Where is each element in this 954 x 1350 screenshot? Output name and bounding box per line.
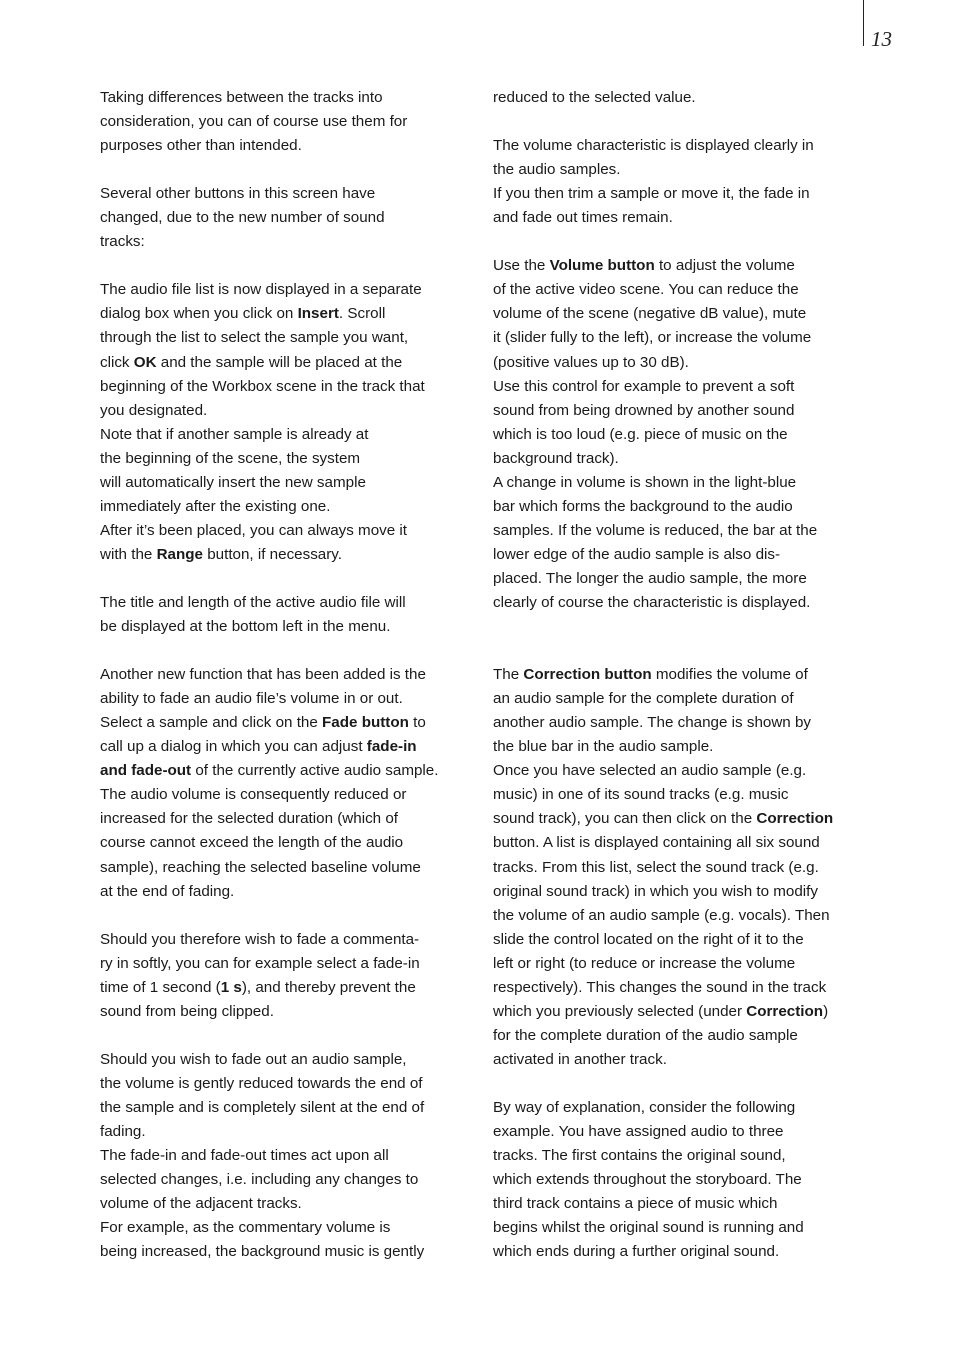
text-line xyxy=(493,856,873,880)
text-line xyxy=(100,182,480,206)
paragraph-break xyxy=(100,567,480,591)
text-run: the blue bar in the audio sample. xyxy=(493,738,714,756)
text-run: A change in volume is shown in the light-blue xyxy=(493,473,797,491)
text-run: (positive values up to 30 dB). xyxy=(493,353,689,371)
text-line xyxy=(100,759,480,783)
text-line xyxy=(100,976,480,1000)
text-line xyxy=(493,182,873,206)
text-line xyxy=(100,663,480,687)
text-run: tracks: xyxy=(100,233,145,251)
text-run: Use this control for example to prevent a soft xyxy=(493,377,795,395)
text-line xyxy=(100,1216,480,1240)
text-line xyxy=(493,1144,873,1168)
text-line xyxy=(493,567,873,591)
text-run: Note that if another sample is already at xyxy=(100,425,369,443)
bold-term: Correction xyxy=(756,810,834,828)
text-line xyxy=(100,423,480,447)
text-line xyxy=(493,302,873,326)
text-line xyxy=(493,86,873,110)
text-line xyxy=(493,783,873,807)
text-run: Should you therefore wish to fade a commenta- xyxy=(100,930,420,948)
bold-term: 1 s xyxy=(220,978,242,996)
text-line xyxy=(100,1240,480,1264)
text-line xyxy=(493,495,873,519)
text-line xyxy=(493,447,873,471)
text-line xyxy=(493,351,873,375)
bold-term: Volume button xyxy=(549,257,655,275)
text-run: consideration, you can of course use them for xyxy=(100,113,408,131)
text-line xyxy=(493,928,873,952)
paragraph-break xyxy=(100,254,480,278)
text-line xyxy=(100,134,480,158)
paragraph-break xyxy=(493,639,873,663)
text-run: Select a sample and click on the xyxy=(100,714,323,732)
text-line xyxy=(100,110,480,134)
text-run: which ends during a further original sound. xyxy=(493,1243,780,1261)
text-run: modifies the volume of xyxy=(651,666,808,684)
text-run: begins whilst the original sound is running and xyxy=(493,1219,804,1237)
text-run: beginning of the Workbox scene in the track that xyxy=(100,377,425,395)
header-rule xyxy=(863,0,864,46)
text-run: through the list to select the sample you want, xyxy=(100,329,409,347)
text-run: which extends throughout the storyboard. The xyxy=(493,1171,802,1189)
text-run: to adjust the volume xyxy=(654,257,795,275)
text-line xyxy=(493,519,873,543)
text-run: purposes other than intended. xyxy=(100,137,302,155)
text-line xyxy=(493,831,873,855)
text-line xyxy=(100,1048,480,1072)
text-run: reduced to the selected value. xyxy=(493,89,696,106)
paragraph-break xyxy=(100,158,480,182)
text-run: After it’s been placed, you can always move it xyxy=(100,521,408,539)
text-run: changed, due to the new number of sound xyxy=(100,209,385,227)
text-run: the beginning of the scene, the system xyxy=(100,449,361,467)
text-run: the volume of an audio sample (e.g. vocals). Then xyxy=(493,906,830,924)
text-run: dialog box when you click on xyxy=(100,305,298,323)
text-run: ), and thereby prevent the xyxy=(241,978,416,996)
text-run: time of 1 second ( xyxy=(100,978,221,996)
text-run: of the currently active audio sample. xyxy=(191,762,439,780)
text-line xyxy=(100,880,480,904)
text-line xyxy=(100,326,480,350)
text-run: sample), reaching the selected baseline volume xyxy=(100,858,421,876)
text-run: background track). xyxy=(493,449,619,467)
text-line xyxy=(493,880,873,904)
text-line xyxy=(100,86,480,110)
text-line xyxy=(493,663,873,687)
text-run: course cannot exceed the length of the audio xyxy=(100,834,404,852)
text-run: ) xyxy=(823,1002,829,1020)
text-run: immediately after the existing one. xyxy=(100,497,331,515)
right-text-column xyxy=(493,86,873,1264)
text-line xyxy=(100,543,480,567)
text-run: and fade out times remain. xyxy=(493,209,673,227)
bold-term: Fade button xyxy=(322,714,409,732)
text-line xyxy=(100,495,480,519)
text-run: The xyxy=(493,666,524,684)
text-line xyxy=(100,302,480,326)
text-line xyxy=(100,952,480,976)
text-line xyxy=(493,278,873,302)
text-run: The volume characteristic is displayed clearly in xyxy=(493,137,814,155)
text-run: Use the xyxy=(493,257,550,275)
text-run: . Scroll xyxy=(338,305,386,323)
text-line xyxy=(493,976,873,1000)
text-run: volume of the adjacent tracks. xyxy=(100,1195,302,1213)
text-line xyxy=(100,856,480,880)
text-run: respectively). This changes the sound in the track xyxy=(493,978,827,996)
bold-term: fade-in xyxy=(366,738,417,756)
text-line xyxy=(100,1144,480,1168)
text-run: slide the control located on the right of it to the xyxy=(493,930,804,948)
text-line xyxy=(493,326,873,350)
text-run: Should you wish to fade out an audio sample, xyxy=(100,1050,407,1068)
text-run: an audio sample for the complete duration of xyxy=(493,690,794,708)
text-run: button, if necessary. xyxy=(202,545,342,563)
text-line xyxy=(100,807,480,831)
paragraph-break xyxy=(100,1024,480,1048)
text-run: The audio volume is consequently reduced or xyxy=(100,786,407,804)
text-line xyxy=(493,543,873,567)
text-run: Several other buttons in this screen have xyxy=(100,185,376,203)
text-line xyxy=(493,807,873,831)
text-line xyxy=(493,952,873,976)
text-run: Another new function that has been added is the xyxy=(100,666,426,684)
text-line xyxy=(493,687,873,711)
paragraph-break xyxy=(100,904,480,928)
bold-term: Correction xyxy=(746,1002,824,1020)
text-line xyxy=(100,399,480,423)
text-run: the audio samples. xyxy=(493,161,621,179)
bold-term: Correction button xyxy=(523,666,652,684)
text-line xyxy=(100,230,480,254)
text-run: to xyxy=(408,714,426,732)
text-run: music) in one of its sound tracks (e.g. music xyxy=(493,786,789,804)
text-line xyxy=(100,1120,480,1144)
text-line xyxy=(100,831,480,855)
left-text-column xyxy=(100,86,480,1264)
text-line xyxy=(493,471,873,495)
text-run: left or right (to reduce or increase the volume xyxy=(493,954,796,972)
text-run: button. A list is displayed containing all six sound xyxy=(493,834,820,852)
text-run: Taking differences between the tracks into xyxy=(100,89,383,106)
text-run: fading. xyxy=(100,1123,146,1141)
text-line xyxy=(493,1024,873,1048)
text-run: and the sample will be placed at the xyxy=(156,353,403,371)
text-line xyxy=(493,423,873,447)
text-run: bar which forms the background to the audio xyxy=(493,497,793,515)
text-line xyxy=(493,1216,873,1240)
text-line xyxy=(100,471,480,495)
text-line xyxy=(493,1096,873,1120)
text-line xyxy=(100,351,480,375)
text-line xyxy=(493,399,873,423)
text-line xyxy=(100,687,480,711)
text-line xyxy=(493,158,873,182)
text-run: The fade-in and fade-out times act upon all xyxy=(100,1147,389,1165)
text-line xyxy=(100,1096,480,1120)
text-run: which you previously selected (under xyxy=(493,1002,747,1020)
text-run: be displayed at the bottom left in the menu. xyxy=(100,618,391,636)
text-line xyxy=(493,904,873,928)
text-run: For example, as the commentary volume is xyxy=(100,1219,391,1237)
text-line xyxy=(493,711,873,735)
text-run: of the active video scene. You can reduce the xyxy=(493,281,799,299)
text-line xyxy=(493,591,873,615)
text-line xyxy=(100,615,480,639)
text-run: third track contains a piece of music which xyxy=(493,1195,778,1213)
text-line xyxy=(100,1192,480,1216)
text-run: the volume is gently reduced towards the end of xyxy=(100,1074,423,1092)
text-run: ability to fade an audio file’s volume in or out. xyxy=(100,690,403,708)
text-run: lower edge of the audio sample is also dis- xyxy=(493,545,781,563)
text-run: increased for the selected duration (which of xyxy=(100,810,399,828)
text-run: The title and length of the active audio file will xyxy=(100,593,406,611)
text-run: If you then trim a sample or move it, the fade in xyxy=(493,185,810,203)
text-line xyxy=(493,1000,873,1024)
text-line xyxy=(493,1048,873,1072)
text-line xyxy=(493,1168,873,1192)
text-line xyxy=(493,1240,873,1264)
page-number: 13 xyxy=(871,27,892,51)
text-run: selected changes, i.e. including any changes to xyxy=(100,1171,419,1189)
text-line xyxy=(100,1168,480,1192)
text-run: another audio sample. The change is shown by xyxy=(493,714,812,732)
text-line xyxy=(100,591,480,615)
text-run: ry in softly, you can for example select a fade-in xyxy=(100,954,420,972)
text-line xyxy=(100,206,480,230)
bold-term: and fade-out xyxy=(100,762,192,780)
text-run: call up a dialog in which you can adjust xyxy=(100,738,367,756)
bold-term: Insert xyxy=(297,305,339,323)
text-line xyxy=(100,519,480,543)
bold-term: Range xyxy=(156,545,203,563)
text-run: with the xyxy=(100,545,157,563)
text-run: tracks. The first contains the original sound, xyxy=(493,1147,786,1165)
text-run: The audio file list is now displayed in a separate xyxy=(100,281,422,299)
text-run: sound from being drowned by another sound xyxy=(493,401,795,419)
paragraph-break xyxy=(493,110,873,134)
paragraph-break xyxy=(493,615,873,639)
text-line xyxy=(100,1000,480,1024)
text-run: which is too loud (e.g. piece of music on the xyxy=(493,425,788,443)
text-line xyxy=(493,254,873,278)
text-run: Once you have selected an audio sample (e.g. xyxy=(493,762,807,780)
text-line xyxy=(493,735,873,759)
text-line xyxy=(100,1072,480,1096)
text-run: sound track), you can then click on the xyxy=(493,810,757,828)
text-run: sound from being clipped. xyxy=(100,1002,274,1020)
text-run: click xyxy=(100,353,134,371)
bold-term: OK xyxy=(133,353,157,371)
text-run: you designated. xyxy=(100,401,208,419)
text-line xyxy=(493,206,873,230)
text-line xyxy=(493,1192,873,1216)
text-run: at the end of fading. xyxy=(100,882,235,900)
text-line xyxy=(100,928,480,952)
text-line xyxy=(493,759,873,783)
text-line xyxy=(493,134,873,158)
text-run: placed. The longer the audio sample, the more xyxy=(493,569,807,587)
text-line xyxy=(100,278,480,302)
paragraph-break xyxy=(100,639,480,663)
text-run: for the complete duration of the audio sample xyxy=(493,1026,798,1044)
text-line xyxy=(100,711,480,735)
text-run: example. You have assigned audio to three xyxy=(493,1123,784,1141)
text-run: clearly of course the characteristic is displayed. xyxy=(493,593,811,611)
text-line xyxy=(100,447,480,471)
text-run: activated in another track. xyxy=(493,1050,667,1068)
text-run: By way of explanation, consider the following xyxy=(493,1098,796,1116)
paragraph-break xyxy=(493,230,873,254)
text-line xyxy=(100,375,480,399)
text-line xyxy=(493,1120,873,1144)
text-run: will automatically insert the new sample xyxy=(100,473,366,491)
text-run: tracks. From this list, select the sound track (e.g. xyxy=(493,858,819,876)
text-run: original sound track) in which you wish to modify xyxy=(493,882,818,900)
text-run: volume of the scene (negative dB value), mute xyxy=(493,305,807,323)
text-line xyxy=(493,375,873,399)
text-line xyxy=(100,735,480,759)
text-run: the sample and is completely silent at the end of xyxy=(100,1098,425,1116)
paragraph-break xyxy=(493,1072,873,1096)
text-line xyxy=(100,783,480,807)
text-run: being increased, the background music is gently xyxy=(100,1243,425,1261)
text-run: samples. If the volume is reduced, the bar at the xyxy=(493,521,818,539)
text-run: it (slider fully to the left), or increase the volume xyxy=(493,329,812,347)
